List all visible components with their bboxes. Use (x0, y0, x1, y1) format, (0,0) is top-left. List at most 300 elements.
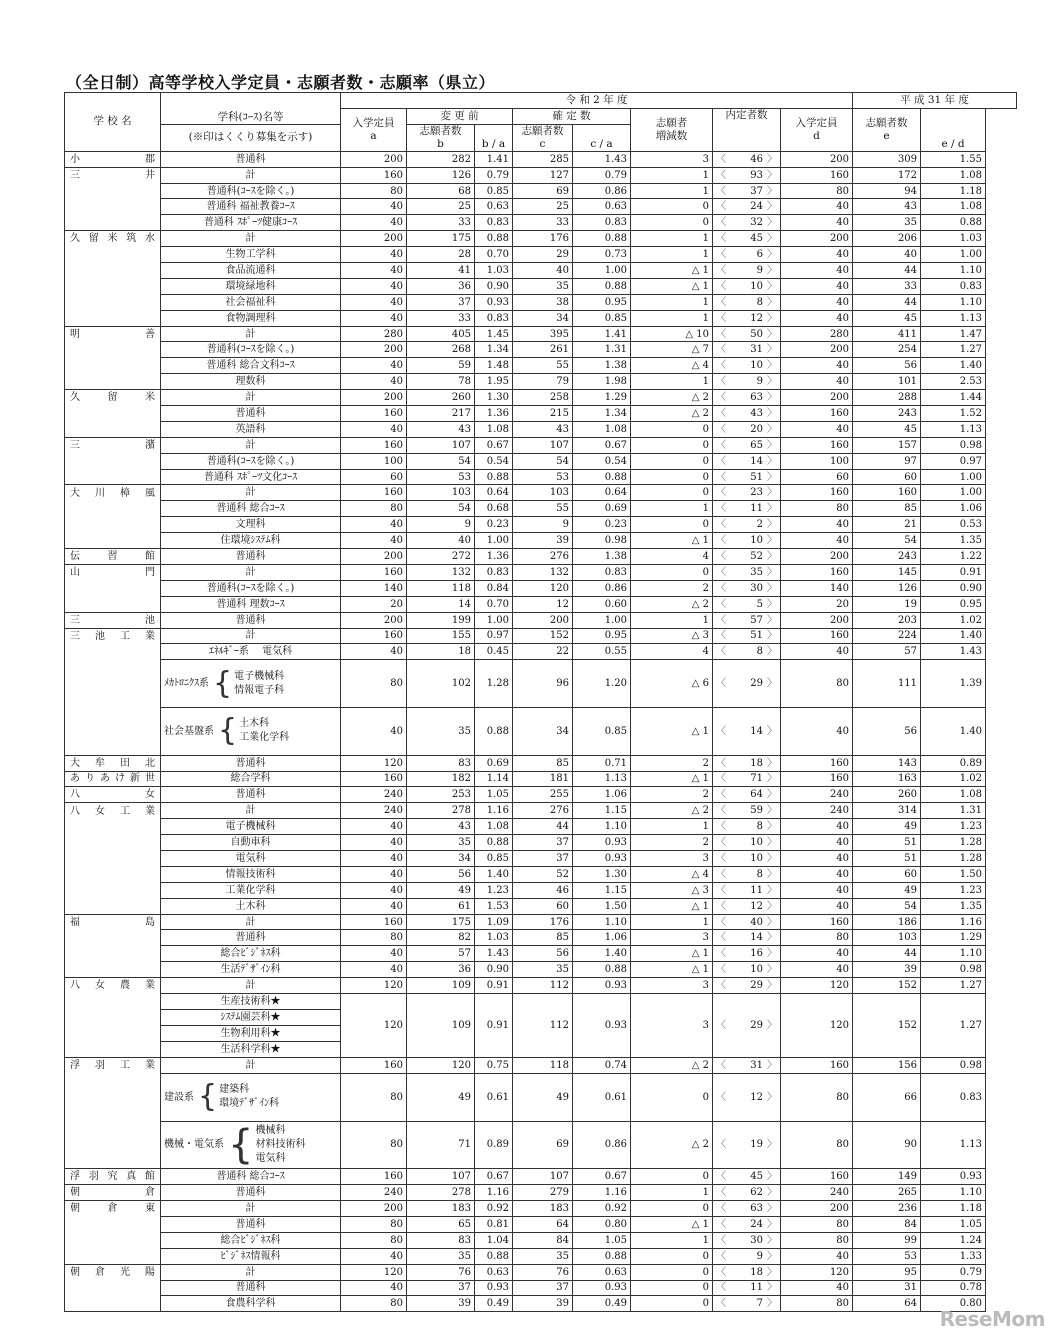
zougen: 0 (631, 485, 713, 501)
ratio-ed: 1.27 (921, 994, 986, 1058)
dept-sub-item: 土木科 (239, 718, 270, 730)
ratio-ca: 0.67 (573, 437, 631, 453)
teiin-a: 140 (341, 580, 407, 596)
school-char: 館 (145, 550, 155, 562)
naitei-value: 30 (750, 1234, 763, 1246)
table-row (65, 310, 1017, 326)
naitei-wrap (716, 1019, 777, 1032)
naitei-cell (713, 151, 781, 167)
dept-group-name: 社会基盤系 (164, 725, 214, 737)
naitei-cell (713, 628, 781, 644)
shigan-c: 176 (513, 231, 573, 247)
naitei-cell (713, 882, 781, 898)
dept-cell: 普通科(ｺｰｽを除く。) (161, 580, 341, 596)
table-row (65, 1232, 1017, 1248)
shigan-c: 120 (513, 580, 573, 596)
naitei-cell (713, 183, 781, 199)
table-row (65, 1169, 1017, 1185)
naitei-wrap (716, 280, 777, 293)
school-char: 業 (145, 980, 155, 992)
teiin-d: 40 (781, 898, 853, 914)
table-row (65, 485, 1017, 501)
table-row (65, 914, 1017, 930)
shigan-b: 54 (407, 501, 475, 517)
naitei-wrap (716, 598, 777, 611)
ratio-ed: 1.18 (921, 1201, 986, 1217)
naitei-cell (713, 787, 781, 803)
school-name (68, 979, 157, 992)
school-char: り (85, 773, 95, 785)
ratio-ca: 0.71 (573, 755, 631, 771)
naitei-cell (713, 549, 781, 565)
naitei-wrap (716, 1091, 777, 1104)
teiin-a: 120 (341, 1264, 407, 1280)
naitei-wrap (716, 1170, 777, 1183)
school-name (68, 439, 157, 452)
school-cell (65, 1232, 161, 1248)
shigan-c: 49 (513, 1073, 573, 1121)
ratio-ba: 0.88 (475, 835, 513, 851)
naitei-cell (713, 612, 781, 628)
ratio-ca: 0.67 (573, 1169, 631, 1185)
angle-close: 〉 (767, 487, 777, 499)
zougen: △ 2 (631, 803, 713, 819)
teiin-d: 40 (781, 374, 853, 390)
naitei-cell (713, 1296, 781, 1312)
dept-cell (161, 707, 341, 755)
zougen: 0 (631, 1201, 713, 1217)
zougen: 1 (631, 167, 713, 183)
shigan-c: 12 (513, 596, 573, 612)
school-cell (65, 1264, 161, 1280)
school-char: 島 (145, 916, 155, 928)
shigan-e: 39 (853, 962, 921, 978)
naitei-cell (713, 803, 781, 819)
table-row (65, 390, 1017, 406)
ratio-ca: 0.88 (573, 231, 631, 247)
table-row (65, 1216, 1017, 1232)
ratio-ed: 1.35 (921, 898, 986, 914)
ratio-ca: 1.20 (573, 660, 631, 708)
table-row (65, 1058, 1017, 1074)
table-row (65, 533, 1017, 549)
shigan-c: 37 (513, 851, 573, 867)
shigan-c: 255 (513, 787, 573, 803)
zougen: △ 1 (631, 278, 713, 294)
shigan-c: 34 (513, 310, 573, 326)
teiin-a: 80 (341, 501, 407, 517)
ratio-ed: 1.13 (921, 310, 986, 326)
shigan-b: 35 (407, 835, 475, 851)
shigan-b: 57 (407, 946, 475, 962)
naitei-wrap (716, 1202, 777, 1215)
angle-close: 〉 (767, 328, 777, 340)
angle-close: 〉 (767, 201, 777, 213)
teiin-a: 200 (341, 612, 407, 628)
shigan-c: 40 (513, 263, 573, 279)
naitei-cell (713, 421, 781, 437)
angle-close: 〉 (767, 519, 777, 531)
angle-open: 〈 (716, 1020, 726, 1032)
teiin-a: 160 (341, 437, 407, 453)
angle-close: 〉 (767, 455, 777, 467)
teiin-d: 40 (781, 644, 853, 660)
ratio-ba: 1.08 (475, 819, 513, 835)
school-char: 三 (70, 614, 80, 626)
shigan-b: 183 (407, 1201, 475, 1217)
ratio-ba: 0.90 (475, 962, 513, 978)
school-char: 小 (70, 153, 80, 165)
naitei-wrap (716, 947, 777, 960)
naitei-wrap (716, 312, 777, 325)
school-cell (65, 215, 161, 231)
school-char: 明 (70, 328, 80, 340)
naitei-value: 14 (750, 725, 763, 737)
ratio-ba: 0.88 (475, 231, 513, 247)
naitei-value: 46 (750, 153, 763, 165)
teiin-a: 160 (341, 167, 407, 183)
shigan-b: 43 (407, 421, 475, 437)
dept-group-name: 機械・電気系 (164, 1139, 224, 1151)
angle-close: 〉 (767, 1218, 777, 1230)
shigan-b: 109 (407, 994, 475, 1058)
ratio-ed: 1.40 (921, 707, 986, 755)
school-char: 農 (120, 980, 130, 992)
teiin-d: 80 (781, 1296, 853, 1312)
teiin-a: 80 (341, 1121, 407, 1169)
angle-open: 〈 (716, 1250, 726, 1262)
zougen: △ 1 (631, 898, 713, 914)
school-cell (65, 628, 161, 644)
dept-group-name: ﾒｶﾄﾛﾆｸｽ系 (164, 678, 209, 690)
school-cell (65, 1280, 161, 1296)
ratio-ca: 1.41 (573, 326, 631, 342)
shigan-b: 54 (407, 453, 475, 469)
shigan-c: 22 (513, 644, 573, 660)
teiin-a: 60 (341, 469, 407, 485)
school-char: 山 (70, 567, 80, 579)
dept-cell: 普通科 (161, 549, 341, 565)
shigan-e: 203 (853, 612, 921, 628)
shigan-e: 288 (853, 390, 921, 406)
table-row (65, 469, 1017, 485)
angle-open: 〈 (716, 630, 726, 642)
dept-cell: 理数科 (161, 374, 341, 390)
dept-sub-item: 電子機械科 (234, 670, 285, 682)
zougen: △ 10 (631, 326, 713, 342)
naitei-wrap (716, 375, 777, 388)
dept-cell: 計 (161, 437, 341, 453)
angle-open: 〈 (716, 932, 726, 944)
ratio-ed: 1.35 (921, 533, 986, 549)
school-cell (65, 962, 161, 978)
dept-cell: 計 (161, 914, 341, 930)
dept-cell: 普通科 ｽﾎﾟｰﾂ文化ｺｰｽ (161, 469, 341, 485)
naitei-cell (713, 1058, 781, 1074)
dept-cell: 自動車科 (161, 835, 341, 851)
naitei-wrap (716, 836, 777, 849)
ratio-ca: 1.50 (573, 898, 631, 914)
shigan-b: 83 (407, 755, 475, 771)
brace-symbol: { (198, 1079, 218, 1115)
shigan-b: 36 (407, 278, 475, 294)
angle-open: 〈 (716, 376, 726, 388)
shigan-e: 53 (853, 1248, 921, 1264)
teiin-d: 60 (781, 469, 853, 485)
teiin-d: 40 (781, 962, 853, 978)
school-name (68, 916, 157, 929)
ratio-ca: 0.60 (573, 596, 631, 612)
ratio-ed: 0.80 (921, 1296, 986, 1312)
shigan-c: 69 (513, 1121, 573, 1169)
teiin-a: 120 (341, 978, 407, 994)
ratio-ca: 1.38 (573, 549, 631, 565)
school-cell (65, 644, 161, 660)
ratio-ba: 0.64 (475, 485, 513, 501)
zougen: 1 (631, 612, 713, 628)
dept-cell: 普通科 (161, 1280, 341, 1296)
teiin-a: 40 (341, 1280, 407, 1296)
teiin-a: 200 (341, 342, 407, 358)
school-char: 善 (145, 328, 155, 340)
school-char: 真 (126, 1171, 137, 1183)
school-name (68, 788, 157, 801)
ratio-ca: 0.88 (573, 278, 631, 294)
ratio-ba: 1.30 (475, 390, 513, 406)
teiin-a: 40 (341, 533, 407, 549)
ratio-ba: 1.23 (475, 882, 513, 898)
ratio-ba: 1.16 (475, 1185, 513, 1201)
school-name (68, 169, 157, 182)
teiin-d: 40 (781, 946, 853, 962)
naitei-wrap (716, 884, 777, 897)
teiin-a: 240 (341, 787, 407, 803)
naitei-cell (713, 1232, 781, 1248)
shigan-e: 85 (853, 501, 921, 517)
angle-open: 〈 (716, 837, 726, 849)
dept-cell: 食物調理科 (161, 310, 341, 326)
shigan-b: 155 (407, 628, 475, 644)
naitei-wrap (716, 471, 777, 484)
shigan-c: 54 (513, 453, 573, 469)
shigan-e: 145 (853, 564, 921, 580)
ratio-ca: 0.92 (573, 1201, 631, 1217)
school-name (68, 757, 157, 770)
zougen: 1 (631, 914, 713, 930)
ratio-ed: 0.88 (921, 215, 986, 231)
naitei-value: 24 (750, 1218, 763, 1230)
shigan-c: 52 (513, 866, 573, 882)
naitei-cell (713, 199, 781, 215)
table-row (65, 167, 1017, 183)
school-char: 米 (145, 392, 155, 404)
ratio-ed: 0.83 (921, 1073, 986, 1121)
teiin-a: 40 (341, 1248, 407, 1264)
angle-open: 〈 (716, 646, 726, 658)
shigan-c: 215 (513, 406, 573, 422)
shigan-e: 54 (853, 898, 921, 914)
school-char: 倉 (95, 1266, 105, 1278)
teiin-d: 240 (781, 1185, 853, 1201)
dept-sub-item: 材料技術科 (255, 1138, 306, 1150)
teiin-a: 160 (341, 628, 407, 644)
school-char: 業 (145, 630, 155, 642)
naitei-value: 45 (750, 1171, 763, 1183)
teiin-a: 40 (341, 882, 407, 898)
zougen: 0 (631, 1296, 713, 1312)
naitei-cell (713, 247, 781, 263)
school-char: 水 (145, 233, 155, 245)
ratio-ba: 0.45 (475, 644, 513, 660)
school-cell (65, 151, 161, 167)
dept-cell (161, 660, 341, 708)
naitei-value: 93 (750, 169, 763, 181)
shigan-e: 21 (853, 517, 921, 533)
angle-close: 〉 (767, 1203, 777, 1214)
zougen: 0 (631, 1248, 713, 1264)
school-char: 池 (95, 630, 105, 642)
school-char: 井 (145, 169, 155, 181)
angle-close: 〉 (767, 646, 777, 658)
ratio-ed: 1.06 (921, 501, 986, 517)
shigan-b: 35 (407, 1248, 475, 1264)
ratio-ca: 1.29 (573, 390, 631, 406)
shigan-c: 258 (513, 390, 573, 406)
admission-table (64, 92, 1017, 1312)
zougen: △ 1 (631, 771, 713, 787)
shigan-b: 268 (407, 342, 475, 358)
shigan-e: 186 (853, 914, 921, 930)
dept-cell: 普通科 (161, 787, 341, 803)
school-char: 筑 (126, 233, 137, 245)
zougen: △ 1 (631, 533, 713, 549)
angle-close: 〉 (767, 1282, 777, 1294)
dept-sub-item: 環境ﾃﾞｻﾞｲﾝ科 (219, 1098, 280, 1110)
header-heisei: 平 成 31 年 度 (853, 93, 1017, 109)
shigan-e: 160 (853, 485, 921, 501)
angle-close: 〉 (767, 900, 777, 912)
shigan-b: 107 (407, 437, 475, 453)
school-char: 田 (120, 757, 130, 769)
school-cell (65, 898, 161, 914)
teiin-a: 80 (341, 660, 407, 708)
naitei-wrap (716, 963, 777, 976)
angle-close: 〉 (767, 582, 777, 594)
angle-open: 〈 (716, 360, 726, 372)
naitei-wrap (716, 264, 777, 277)
angle-close: 〉 (767, 1171, 777, 1183)
school-cell (65, 803, 161, 819)
school-char: 久 (70, 233, 80, 245)
table-row (65, 580, 1017, 596)
school-cell (65, 421, 161, 437)
angle-close: 〉 (767, 614, 777, 626)
teiin-d: 160 (781, 485, 853, 501)
ratio-ed: 1.50 (921, 866, 986, 882)
teiin-a: 40 (341, 517, 407, 533)
ratio-ed: 0.93 (921, 1169, 986, 1185)
shigan-c: 112 (513, 978, 573, 994)
school-char: 究 (107, 1171, 118, 1183)
ratio-ed: 1.39 (921, 660, 986, 708)
table-row (65, 803, 1017, 819)
angle-open: 〈 (716, 185, 726, 197)
dept-group (164, 713, 337, 749)
table-row (65, 247, 1017, 263)
ratio-ed: 1.33 (921, 1248, 986, 1264)
ratio-ba: 0.67 (475, 1169, 513, 1185)
dept-cell: 普通科 (161, 151, 341, 167)
angle-close: 〉 (767, 805, 777, 817)
school-char: 三 (70, 440, 80, 451)
naitei-value: 10 (750, 535, 763, 547)
dept-cell: 計 (161, 1201, 341, 1217)
ratio-ba: 0.90 (475, 278, 513, 294)
angle-open: 〈 (716, 1171, 726, 1183)
angle-open: 〈 (716, 312, 726, 324)
ratio-ba: 1.00 (475, 533, 513, 549)
naitei-cell (713, 517, 781, 533)
dept-cell: 普通科 総合ｺｰｽ (161, 501, 341, 517)
school-char: 習 (107, 550, 118, 562)
shigan-e: 126 (853, 580, 921, 596)
shigan-b: 37 (407, 1280, 475, 1296)
shigan-b: 120 (407, 1058, 475, 1074)
zougen: △ 4 (631, 866, 713, 882)
shigan-c: 46 (513, 882, 573, 898)
ratio-ed: 1.52 (921, 406, 986, 422)
angle-open: 〈 (716, 1266, 726, 1278)
teiin-a: 40 (341, 358, 407, 374)
school-char: 大 (70, 487, 80, 499)
zougen: 1 (631, 310, 713, 326)
shigan-b: 33 (407, 310, 475, 326)
angle-open: 〈 (716, 455, 726, 467)
header-shigan-e: 志願者数 (865, 116, 908, 129)
shigan-e: 57 (853, 644, 921, 660)
shigan-b: 217 (407, 406, 475, 422)
table-row (65, 755, 1017, 771)
dept-cell: 普通科 (161, 612, 341, 628)
ratio-ba: 1.00 (475, 612, 513, 628)
dept-sub-list (255, 1124, 305, 1166)
shigan-b: 253 (407, 787, 475, 803)
angle-open: 〈 (716, 1091, 726, 1103)
naitei-wrap (716, 185, 777, 198)
table-row (65, 406, 1017, 422)
ratio-ed: 1.00 (921, 485, 986, 501)
shigan-b: 76 (407, 1264, 475, 1280)
ratio-ba: 1.34 (475, 342, 513, 358)
school-char: 女 (95, 980, 105, 992)
zougen: 0 (631, 469, 713, 485)
teiin-d: 240 (781, 787, 853, 803)
angle-close: 〉 (767, 1020, 777, 1032)
angle-open: 〈 (716, 900, 726, 912)
angle-open: 〈 (716, 153, 726, 165)
zougen: 0 (631, 1280, 713, 1296)
teiin-a: 40 (341, 263, 407, 279)
school-char: 八 (70, 980, 80, 992)
shigan-e: 66 (853, 1073, 921, 1121)
zougen: △ 2 (631, 390, 713, 406)
shigan-e: 99 (853, 1232, 921, 1248)
naitei-value: 64 (750, 789, 763, 801)
teiin-a: 40 (341, 247, 407, 263)
teiin-d: 120 (781, 1264, 853, 1280)
naitei-wrap (716, 1186, 777, 1199)
angle-close: 〉 (767, 264, 777, 276)
